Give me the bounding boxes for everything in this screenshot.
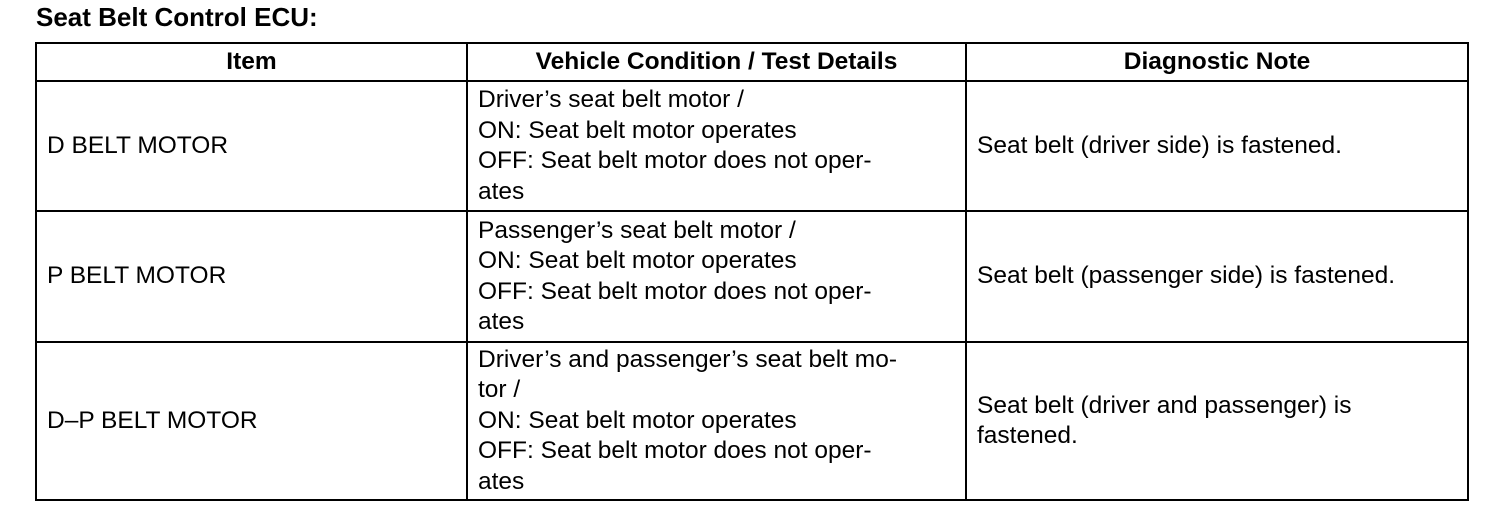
header-item: Item <box>36 43 467 81</box>
note-line: Seat belt (passenger side) is fastened. <box>977 262 1396 290</box>
item-label: D–P BELT MOTOR <box>47 406 258 434</box>
condition-line: OFF: Seat belt motor does not oper- <box>478 437 872 465</box>
item-label: D BELT MOTOR <box>47 131 229 159</box>
note-line: fastened. <box>977 422 1078 449</box>
header-vehicle-condition: Vehicle Condition / Test Details <box>467 43 966 81</box>
item-cell <box>36 81 467 211</box>
note-cell <box>966 81 1468 211</box>
table-row <box>36 342 1468 500</box>
condition-line: OFF: Seat belt motor does not oper- <box>478 147 872 174</box>
header-diagnostic-note: Diagnostic Note <box>966 43 1468 81</box>
condition-cell <box>467 211 966 342</box>
condition-line: tor / <box>478 376 521 404</box>
condition-line: Driver’s and passenger’s seat belt mo- <box>478 345 897 373</box>
note-line: Seat belt (driver side) is fastened. <box>977 131 1342 159</box>
table-row <box>36 81 1468 211</box>
condition-line: Driver’s seat belt motor / <box>478 86 744 113</box>
table-header-row <box>36 43 1468 81</box>
condition-line: ates <box>478 308 525 335</box>
item-cell <box>36 211 467 342</box>
note-cell <box>966 211 1468 342</box>
table-row <box>36 211 1468 342</box>
page-title: Seat Belt Control ECU: <box>36 2 318 32</box>
condition-line: Passenger’s seat belt motor / <box>478 216 796 244</box>
condition-line: ON: Seat belt motor operates <box>478 116 797 144</box>
condition-cell <box>467 81 966 211</box>
condition-line: ates <box>478 467 525 495</box>
condition-cell <box>467 342 966 500</box>
condition-line: ates <box>478 177 525 205</box>
note-cell <box>966 342 1468 500</box>
note-line: Seat belt (driver and passenger) is <box>977 391 1352 419</box>
seat-belt-ecu-table <box>35 42 1469 501</box>
condition-line: ON: Seat belt motor operates <box>478 247 797 274</box>
item-label: P BELT MOTOR <box>47 262 227 290</box>
condition-line: ON: Seat belt motor operates <box>478 406 797 434</box>
condition-line: OFF: Seat belt motor does not oper- <box>478 277 872 305</box>
item-cell <box>36 342 467 500</box>
